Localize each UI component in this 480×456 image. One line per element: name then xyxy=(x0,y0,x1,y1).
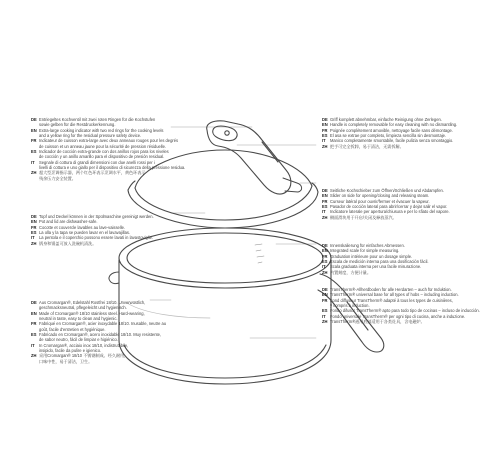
language-code: IT xyxy=(31,342,35,348)
language-code: IT xyxy=(322,209,326,215)
caption-text: Cocotte et couvercle lavables au lave-vaisselle. xyxy=(39,224,126,230)
language-code: EN xyxy=(31,310,37,316)
language-code: IT xyxy=(322,313,326,319)
language-code: ZH xyxy=(322,269,328,275)
caption-text: Poignée complètement amovible, nettoyage facile sans démontage. xyxy=(330,127,453,133)
caption-line xyxy=(322,144,457,149)
caption-text: 超大型烹调指示器，两个红色环表示烹调水平，黄色环表示 xyxy=(39,170,146,176)
side-grip xyxy=(109,272,119,284)
caption-text: TransTherm®-Allherdboden für alle Herdarten – auch für Induktion. xyxy=(330,287,452,292)
caption-text: y compris à induction. xyxy=(330,303,370,309)
caption-line xyxy=(322,215,457,220)
language-code: EN xyxy=(322,248,328,254)
caption-text: Fondo difusor TransTherm® apto para todo tipo de cocinas – incluso de inducción. xyxy=(330,308,480,314)
caption-text: geschmacksneutral, pflegeleicht und hygienisch. xyxy=(39,305,127,311)
language-code: ES xyxy=(322,308,328,314)
caption-text: Fabricado en Cromargan®, acero inoxidable 18/10. Muy resistente, xyxy=(39,332,162,338)
language-code: ES xyxy=(31,230,37,236)
callout-lines xyxy=(150,127,316,338)
caption-text: Pot and lid are dishwasher-safe. xyxy=(39,219,98,225)
language-code: DE xyxy=(31,214,37,219)
caption-text: El asa se extrae por completo, limpieza sencilla sin desmontaje. xyxy=(330,133,447,139)
caption-text: Escala de medición interna para una dosificación fácil. xyxy=(330,259,429,265)
caption-line xyxy=(31,176,166,181)
caption-text: Slider on side for opening/closing and releasing steam. xyxy=(330,193,430,199)
caption-text: Fabriqué en Cromargan®, acier inoxydable 18/10. Inusable, neutre au xyxy=(39,321,167,327)
caption-text: sowie gelben für die Restdruckerkennung. xyxy=(39,122,116,128)
caption-text: Made of Cromargan® 18/10 stainless steel. Hard-wearing, xyxy=(39,310,145,316)
caption-text: 残余压力安全装置。 xyxy=(39,175,76,181)
text-block-cromargan-material xyxy=(31,300,166,364)
language-code: FR xyxy=(322,253,328,259)
lid-handle xyxy=(207,121,291,194)
caption-text: Fond diffuseur TransTherm® adapté à tous les types de cuisinières, xyxy=(330,297,453,303)
text-block-inner-scale xyxy=(322,243,457,275)
caption-text: TransTherm® universal base for all types of hobs – including induction. xyxy=(330,292,459,298)
caption-text: Aus Cromargan®, Edelstahl Rostfrei 18/10. Unverwüstlich, xyxy=(39,300,146,305)
language-code: ES xyxy=(322,259,328,265)
language-code: FR xyxy=(31,138,37,144)
language-code: FR xyxy=(322,198,328,204)
language-code: IT xyxy=(31,235,35,241)
caption-text: goût, facile d'entretien et hygiénique. xyxy=(39,326,106,332)
language-code: DE xyxy=(322,188,328,193)
language-code: EN xyxy=(322,193,328,199)
language-code: IT xyxy=(322,138,326,144)
language-code: IT xyxy=(31,159,35,165)
text-block-dishwasher-safe xyxy=(31,214,166,246)
caption-text: 内置刻度，方便计量。 xyxy=(330,269,371,275)
inner-scale xyxy=(255,244,264,263)
language-code: ZH xyxy=(322,319,328,325)
caption-line xyxy=(31,241,166,246)
caption-line xyxy=(31,359,166,364)
language-code: EN xyxy=(322,122,328,128)
caption-text: Fondo universale TransTherm® per ogni tipo di cucina, anche a induzione. xyxy=(330,313,466,319)
caption-text: 采用Cromargan® 18/10 不锈钢制成。经久耐用， xyxy=(39,353,129,359)
language-code: DE xyxy=(322,117,328,122)
language-code: FR xyxy=(31,224,37,230)
language-code: FR xyxy=(322,297,328,303)
caption-text: Griff komplett abnehmbar, einfache Reinigung ohne Zerlegen. xyxy=(330,117,442,122)
caption-text: Segnale di cottura di grandi dimensioni con due anelli rossi per i xyxy=(39,159,155,165)
language-code: ZH xyxy=(322,214,328,220)
language-code: EN xyxy=(31,127,37,133)
caption-text: Scala graduata interna per una facile misurazione. xyxy=(330,264,422,270)
caption-text: Handle is completely removable for easy cleaning with no dismantling. xyxy=(330,122,458,128)
language-code: DE xyxy=(31,117,37,122)
caption-line xyxy=(322,270,457,275)
caption-text: Integrated scale for simple measuring. xyxy=(330,248,400,254)
language-code: FR xyxy=(322,127,328,133)
caption-text: neutral in taste, easy to clean and hygienic. xyxy=(39,316,118,322)
language-code: DE xyxy=(322,243,328,248)
language-code: ZH xyxy=(31,353,37,359)
caption-text: Indicateur de cuisson extra-large avec deux anneaux rouges pour les degrés xyxy=(39,138,179,144)
language-code: ES xyxy=(31,332,37,338)
caption-text: Manico completamente smontabile, facile pulizia senza smontaggio. xyxy=(330,138,454,144)
caption-text: de sabor neutro, fácil de limpiar e higiénico. xyxy=(39,337,118,343)
language-code: EN xyxy=(322,292,328,298)
caption-text: livelli di cottura e uno giallo per il dispositivo di sicurezza della pressione residua. xyxy=(39,165,186,171)
language-code: ZH xyxy=(31,240,37,246)
caption-line xyxy=(322,319,457,324)
language-code: ES xyxy=(31,149,37,155)
caption-text: Curseur latéral pour ouvrir/fermer et évacuer la vapeur. xyxy=(330,198,430,204)
caption-text: La pentola e il coperchio possono essere lavati in lavastoviglie. xyxy=(39,235,154,241)
caption-text: 锅身和锅盖可放入洗碗机清洗。 xyxy=(39,240,97,246)
language-code: DE xyxy=(322,287,328,292)
language-code: ES xyxy=(322,133,328,139)
caption-text: de cuisson et un anneau jaune pour la sécurité de pression résiduelle. xyxy=(39,143,166,149)
caption-text: La olla y la tapa se pueden lavar en el lavavajillas. xyxy=(39,230,131,236)
language-code: ZH xyxy=(31,170,37,176)
language-code: DE xyxy=(31,300,37,305)
text-block-cooking-indicator xyxy=(31,117,186,181)
caption-text: 口味中性，易于清洁，卫生。 xyxy=(39,358,93,364)
caption-text: Graduation intérieure pour un dosage simple. xyxy=(330,253,413,259)
caption-text: TransTherm®通用底部适用于各类灶具，含电磁炉。 xyxy=(330,319,425,325)
caption-text: Indicatore laterale per apertura/chiusura e per lo sfiato del vapore. xyxy=(330,209,450,215)
text-block-transtherm-base xyxy=(322,287,480,325)
caption-text: Indicador de cocción extra-grande con dos anillos rojos para los niveles xyxy=(39,149,169,155)
caption-text: Entriegeltes Kochventil mit zwei roten Ringen für die Kochstufen xyxy=(39,117,156,122)
caption-text: Pasador de cocción lateral para abrir/cerrar y dejar salir el vapor. xyxy=(330,204,448,210)
language-code: FR xyxy=(31,321,37,327)
caption-text: Innenskalierung für einfaches Abmessen. xyxy=(330,243,405,248)
caption-text: 侧面滑块用于开启/关闭及释放蒸汽。 xyxy=(330,214,397,220)
text-block-side-slider xyxy=(322,188,457,220)
caption-text: insipido, facile da pulire e igienico. xyxy=(39,348,102,354)
text-block-removable-handle xyxy=(322,117,457,149)
caption-text: Extra-large cooking indicator with two red rings for the cooking levels xyxy=(39,127,164,133)
caption-text: Topf und Deckel können in der Spülmaschine gereinigt werden. xyxy=(39,214,154,219)
language-code: ES xyxy=(322,204,328,210)
caption-text: Seitliche Kochschieber zum Öffnen/Schließen und Abdampfen. xyxy=(330,188,444,193)
language-code: EN xyxy=(31,219,37,225)
caption-text: and a yellow ring for the residual pressure safety device. xyxy=(39,133,142,139)
caption-text: In Cromargan®, acciaio inox 18/10, indistruttibile, xyxy=(39,342,129,348)
caption-text: de cocción y un anillo amarillo para el dispositivo de presión residual. xyxy=(39,154,165,160)
language-code: ZH xyxy=(322,143,328,149)
handle-lever xyxy=(283,178,302,192)
caption-text: 把手可完全拆卸，易于清洁，无需拆解。 xyxy=(330,143,404,149)
language-code: IT xyxy=(322,264,326,270)
